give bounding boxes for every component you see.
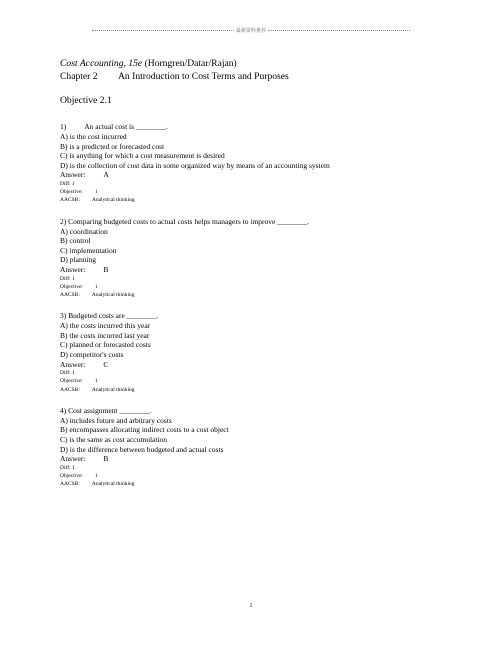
difficulty: Diff: 1	[60, 370, 75, 377]
objective-line	[60, 283, 460, 291]
difficulty: Diff: 1	[60, 180, 75, 187]
question-number: 4)	[60, 405, 67, 415]
chapter-heading	[60, 70, 460, 83]
answer-line	[60, 360, 460, 370]
question-block	[60, 217, 460, 300]
answer-option: D) planning	[60, 255, 97, 265]
objective-label: Objective:	[60, 472, 83, 479]
answer-option: B) is a predicted or forecasted cost	[60, 141, 165, 151]
answer-option: D) is the difference between budgeted and actual costs	[60, 444, 224, 454]
answer-option: C) implementation	[60, 245, 117, 255]
answer-value: B	[103, 454, 109, 464]
question-stem	[60, 311, 460, 321]
question-text: An actual cost is ________.	[84, 122, 168, 131]
book-authors: (Horngren/Datar/Rajan)	[142, 58, 237, 69]
question-block	[60, 406, 460, 489]
aacsb-value: Analytical thinking	[91, 481, 135, 488]
aacsb-value: Analytical thinking	[91, 197, 135, 204]
objective-value: 1	[94, 283, 98, 290]
book-title: Cost Accounting, 15e	[60, 58, 143, 69]
objective-value: 1	[94, 472, 98, 479]
difficulty: Diff: 1	[60, 464, 75, 471]
aacsb-label: AACSB:	[60, 291, 80, 298]
answer-option: C) is the same as cost accumulation	[60, 434, 168, 444]
question-number: 3)	[60, 311, 67, 321]
answer-option: A) coordination	[60, 226, 108, 236]
question-text: Budgeted costs are ________.	[68, 311, 159, 321]
objective-value: 1	[94, 189, 98, 196]
difficulty: Diff: 1	[60, 275, 75, 282]
objective-heading: Objective 2.1	[60, 95, 112, 106]
answer-line	[60, 454, 460, 464]
page-header	[92, 27, 410, 34]
objective-label: Objective:	[60, 378, 83, 385]
aacsb-line	[60, 291, 460, 299]
answer-line	[60, 265, 460, 275]
aacsb-line	[60, 196, 460, 204]
answer-option: B) encompasses allocating indirect costs to a cost object	[60, 425, 229, 435]
question-text: Cost assignment ________.	[68, 405, 152, 415]
chapter-number: Chapter 2	[60, 71, 98, 82]
objective-line	[60, 377, 460, 385]
question-stem	[60, 217, 460, 227]
question-stem	[60, 122, 460, 132]
aacsb-value: Analytical thinking	[91, 386, 135, 393]
answer-option: B) control	[60, 236, 91, 246]
answer-option: C) is anything for which a cost measurement is desired	[60, 151, 225, 161]
answer-label: Answer:	[60, 359, 86, 369]
header-text: 最新资料推荐	[236, 29, 267, 34]
objective-label: Objective:	[60, 189, 83, 196]
book-title-line	[60, 58, 460, 70]
answer-label: Answer:	[60, 264, 86, 274]
question-number: 1)	[60, 122, 67, 131]
aacsb-line	[60, 386, 460, 394]
page-number: 1	[249, 603, 253, 609]
objective-value: 1	[94, 378, 98, 385]
aacsb-line	[60, 480, 460, 488]
question-text: Comparing budgeted costs to actual costs helps managers to improve ________.	[68, 216, 310, 226]
question-number: 2)	[60, 216, 67, 226]
aacsb-label: AACSB:	[60, 481, 80, 488]
answer-option: A) the costs incurred this year	[60, 321, 151, 331]
answer-option: D) is the collection of cost data in some organized way by means of an accounting system	[60, 160, 330, 170]
header-dotted-rule-left	[92, 30, 234, 31]
answer-value: A	[103, 170, 109, 180]
document-body	[60, 58, 460, 488]
answer-value: C	[103, 359, 109, 369]
answer-option: B) the costs incurred last year	[60, 330, 150, 340]
objective-line	[60, 188, 460, 196]
answer-label: Answer:	[60, 454, 86, 464]
objective-label: Objective:	[60, 283, 83, 290]
answer-label: Answer:	[60, 170, 86, 180]
question-block	[60, 122, 460, 205]
question-list	[60, 122, 460, 488]
answer-line	[60, 170, 460, 180]
answer-option: D) competitor's costs	[60, 349, 124, 359]
objective-line	[60, 472, 460, 480]
aacsb-label: AACSB:	[60, 197, 80, 204]
question-block	[60, 311, 460, 394]
chapter-title: An Introduction to Cost Terms and Purposes	[118, 71, 289, 82]
question-stem	[60, 406, 460, 416]
answer-option: A) is the cost incurred	[60, 132, 127, 141]
answer-option: A) includes future and arbitrary costs	[60, 415, 172, 425]
answer-option: C) planned or forecasted costs	[60, 340, 151, 350]
aacsb-label: AACSB:	[60, 386, 80, 393]
header-dotted-rule-right	[268, 30, 410, 31]
aacsb-value: Analytical thinking	[91, 291, 135, 298]
answer-value: B	[103, 264, 109, 274]
